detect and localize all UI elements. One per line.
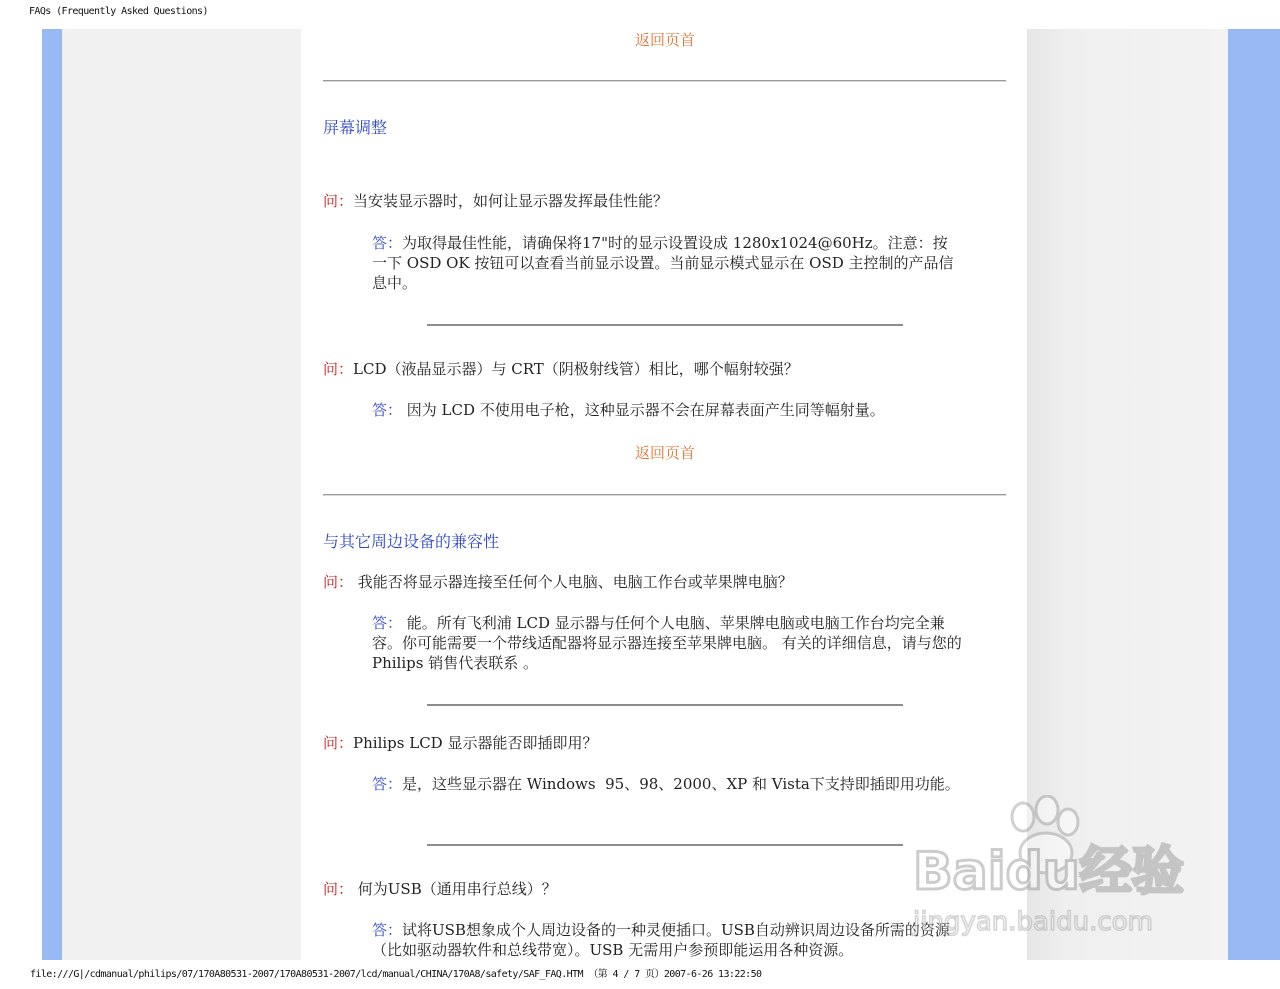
faq-answer [372,233,962,293]
faq-divider [427,704,903,706]
faq-question [323,878,557,899]
answer-text: 试将USB想象成个人周边设备的一种灵便插口。USB自动辨识周边设备所需的资源（比如驱动器软件和总线带宽）。USB 无需用户参预即能运用各种资源。 [372,921,950,959]
answer-text: 因为 LCD 不使用电子枪，这种显示器不会在屏幕表面产生同等幅射量。 [402,401,885,419]
faq-question [323,571,793,592]
faq-question [323,190,668,211]
question-text: 当安装显示器时，如何让显示器发挥最佳性能？ [353,192,669,210]
faq-answer [372,774,962,794]
right-gray-band [1027,29,1228,960]
faq-divider [427,844,903,846]
faq-question [323,732,597,753]
question-label: 问： [323,573,354,591]
back-to-top-link[interactable]: 返回页首 [635,444,696,462]
answer-label: 答： [372,234,403,252]
back-to-top-link[interactable]: 返回页首 [635,31,696,49]
page-footer-path: file:///G|/cdmanual/philips/07/170A80531-2007/170A80531-2007/lcd/manual/CHINA/170A8/safety/SAF_FAQ.HTM （第 4 / 7 页）2007-6-26 13:22:50 [30,969,762,980]
left-gray-band [62,29,301,960]
answer-label: 答： [372,775,403,793]
answer-text: 是，这些显示器在 Windows 95、98、2000、XP 和 Vista下支持即插即用功能。 [402,775,960,793]
left-blue-band [42,29,62,960]
answer-label: 答： [372,614,403,632]
question-label: 问： [323,880,354,898]
section-title-screen-adjust: 屏幕调整 [323,118,388,137]
faq-answer [372,920,962,960]
right-blue-band [1228,29,1280,960]
section-title-compatibility: 与其它周边设备的兼容性 [323,532,500,551]
question-label: 问： [323,192,354,210]
section-divider [323,80,1006,82]
question-text: Philips LCD 显示器能否即插即用？ [353,734,598,752]
watermark-url-text: jingyan.baidu.com [913,907,1153,937]
question-text: LCD（液晶显示器）与 CRT（阴极射线管）相比，哪个幅射较强？ [353,360,799,378]
question-text: 我能否将显示器连接至任何个人电脑、电脑工作台或苹果牌电脑？ [353,573,793,591]
answer-label: 答： [372,921,403,939]
question-label: 问： [323,360,354,378]
faq-answer [372,400,962,420]
section-divider [323,494,1006,496]
watermark-logo-text: Baidu经验 [913,842,1184,902]
answer-text: 能。所有飞利浦 LCD 显示器与任何个人电脑、苹果牌电脑或电脑工作台均完全兼容。你可能需要一个带线适配器将显示器连接至苹果牌电脑。 有关的详细信息，请与您的 Philips 销售代表联系 。 [372,614,967,672]
faq-divider [427,324,903,326]
question-text: 何为USB（通用串行总线）？ [353,880,557,898]
page-header-title: FAQs (Frequently Asked Questions) [29,6,208,17]
faq-answer [372,613,967,673]
answer-label: 答： [372,401,403,419]
faq-question [323,358,799,379]
question-label: 问： [323,734,354,752]
answer-text: 为取得最佳性能，请确保将17"时的显示设置设成 1280x1024@60Hz。注意：按一下 OSD OK 按钮可以查看当前显示设置。当前显示模式显示在 OSD 主控制的产品信息中。 [372,234,954,292]
